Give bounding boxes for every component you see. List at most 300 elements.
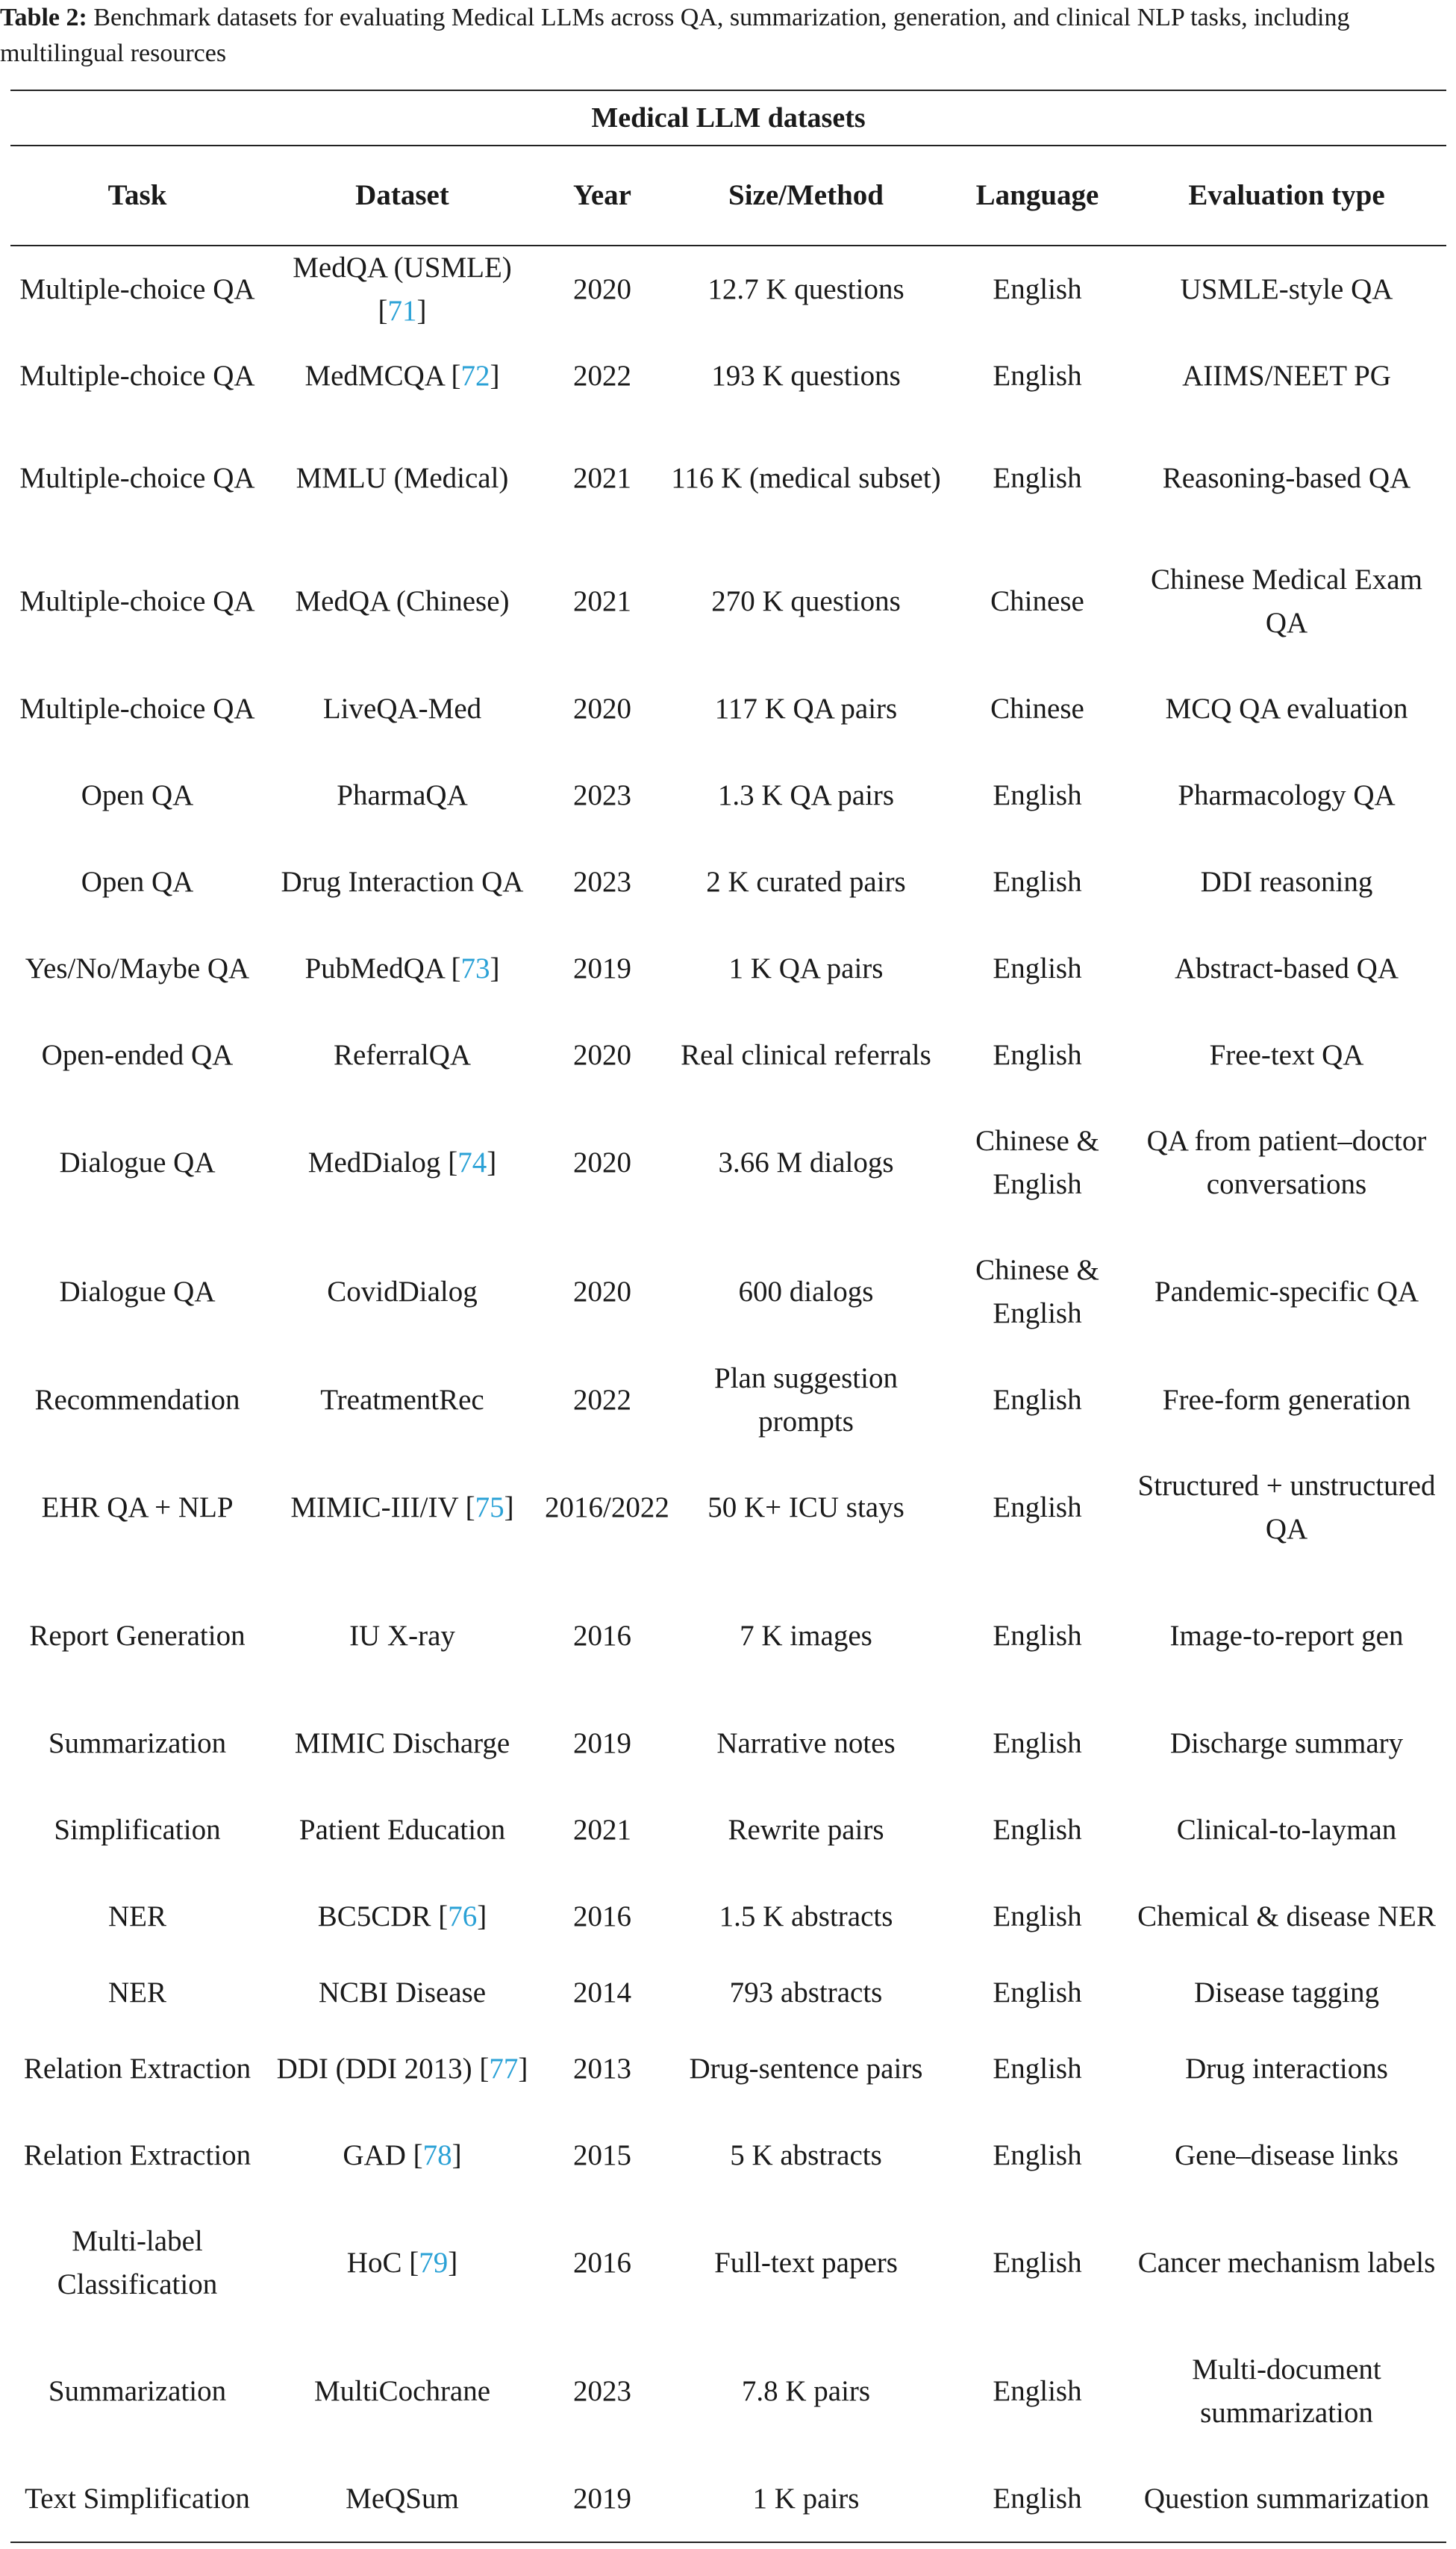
cell-size-text: Real clinical referrals [681,1039,931,1071]
cell-evaluation [1127,926,1446,1012]
cell-evaluation [1127,1357,1446,1444]
cell-dataset-text: MIMIC Discharge [294,1727,510,1759]
cell-evaluation [1127,2327,1446,2456]
table-row [10,1873,1446,1960]
cell-year-text: 2016 [573,1620,631,1652]
cell-size-text: 793 abstracts [729,1977,883,2009]
cell-year [540,2327,664,2456]
cell-evaluation-text: Chemical & disease NER [1137,1900,1436,1932]
cell-dataset [264,419,540,537]
cell-task [10,839,264,926]
cell-task [10,1572,264,1700]
cell-evaluation [1127,1700,1446,1787]
cell-year [540,1227,664,1357]
cell-size [664,1960,948,2026]
cell-year [540,2199,664,2327]
cell-language [948,2456,1127,2542]
cell-dataset-text: PubMedQA [304,952,444,985]
cell-size [664,537,948,666]
cell-evaluation [1127,2456,1446,2542]
cell-language-text: English [993,1384,1082,1416]
cell-task [10,1960,264,2026]
cell-evaluation [1127,2199,1446,2327]
cell-language-text: English [993,1039,1082,1071]
citation-link[interactable]: 77 [489,2053,519,2085]
cell-evaluation-text: Disease tagging [1193,1977,1379,2009]
cell-evaluation-text: Clinical-to-layman [1176,1814,1397,1846]
cell-evaluation-text: Reasoning-based QA [1162,462,1411,494]
cell-year-text: 2023 [573,779,631,811]
cell-dataset [264,1012,540,1099]
cell-size [664,666,948,752]
header-dataset: Dataset [264,146,540,246]
cell-year-text: 2020 [573,1146,631,1179]
cell-task-text: Relation Extraction [23,2053,251,2085]
header-task: Task [10,146,264,246]
cell-year [540,2026,664,2112]
cell-evaluation [1127,1099,1446,1227]
cell-size [664,1873,948,1960]
cell-language-text: English [993,952,1082,985]
cell-dataset: MedMCQA [72] [304,360,500,392]
cell-size-text: 1 K pairs [752,2482,860,2515]
header-size: Size/Method [664,146,948,246]
cell-year [540,926,664,1012]
cell-evaluation-text: Cancer mechanism labels [1137,2247,1436,2279]
cell-language [948,1099,1127,1227]
cell-evaluation [1127,1444,1446,1572]
cell-year [540,2456,664,2542]
cell-year [540,333,664,419]
cell-dataset-text: CovidDialog [327,1276,478,1308]
cell-size-text: 193 K questions [711,360,901,392]
citation-link[interactable]: 72 [460,360,490,392]
cell-task-text: Report Generation [29,1620,246,1652]
cell-language [948,2026,1127,2112]
cell-language [948,1227,1127,1357]
cell-task-text: NER [108,1900,166,1932]
cell-size [664,1700,948,1787]
cell-task-text: Open-ended QA [41,1039,234,1071]
table-row [10,926,1446,1012]
cell-evaluation-text: Pandemic-specific QA [1154,1276,1419,1308]
cell-year [540,246,664,333]
cell-dataset [264,839,540,926]
cell-size [664,2199,948,2327]
table-row [10,1572,1446,1700]
cell-year-text: 2020 [573,693,631,725]
cell-year-text: 2019 [573,1727,631,1759]
cell-language [948,537,1127,666]
cell-size [664,2456,948,2542]
cell-year [540,839,664,926]
cell-year-text: 2019 [573,952,631,985]
cell-size [664,333,948,419]
cell-language-text: Chinese & English [975,1125,1099,1200]
cell-language-text: English [993,1814,1082,1846]
cell-evaluation-text: Chinese Medical Exam QA [1151,564,1422,639]
cell-task-text: Relation Extraction [23,2139,251,2171]
table-row [10,1099,1446,1227]
table-title: Medical LLM datasets [591,102,866,134]
cell-size-text: 117 K QA pairs [714,693,898,725]
cell-evaluation-text: Question summarization [1143,2482,1430,2515]
cell-task [10,1787,264,1873]
table-row [10,1960,1446,2026]
cell-dataset [264,2456,540,2542]
cell-language [948,2327,1127,2456]
cell-task-text: Summarization [48,1727,227,1759]
cell-year-text: 2022 [573,360,631,392]
cell-year [540,1572,664,1700]
cell-evaluation-text: USMLE-style QA [1180,273,1393,305]
cell-language [948,926,1127,1012]
cell-dataset [264,752,540,839]
cell-year-text: 2014 [573,1977,631,2009]
cell-dataset-text: HoC [346,2247,402,2279]
cell-size [664,1572,948,1700]
cell-size-text: Full-text papers [714,2247,898,2279]
cell-dataset-text: Patient Education [299,1814,506,1846]
cell-task [10,926,264,1012]
cell-evaluation-text: Free-form generation [1162,1384,1411,1416]
cell-language-text: English [993,462,1082,494]
cell-language-text: English [993,273,1082,305]
cell-size-text: 116 K (medical subset) [671,462,941,494]
cell-evaluation [1127,1227,1446,1357]
cell-dataset: MedQA (USMLE) [71] [293,252,512,327]
cell-task-text: Open QA [81,866,194,898]
cell-year-text: 2016 [573,2247,631,2279]
cell-size [664,2327,948,2456]
header-year: Year [540,146,664,246]
cell-dataset [264,537,540,666]
cell-dataset-text: Drug Interaction QA [281,866,524,898]
cell-dataset: PubMedQA [73] [304,952,500,985]
table-row [10,333,1446,419]
cell-task [10,2199,264,2327]
cell-language-text: English [993,779,1082,811]
cell-language-text: English [993,2139,1082,2171]
cell-dataset-text: MedDialog [307,1146,441,1179]
cell-year-text: 2023 [573,866,631,898]
table-row [10,2112,1446,2199]
cell-year-text: 2016/2022 [545,1491,669,1523]
cell-evaluation [1127,1873,1446,1960]
table-caption [0,0,1456,72]
table-row [10,839,1446,926]
cell-size [664,1227,948,1357]
cell-evaluation [1127,1572,1446,1700]
cell-size-text: 7.8 K pairs [741,2375,871,2407]
cell-evaluation-text: Multi-document summarization [1192,2353,1381,2429]
table-row [10,2026,1446,2112]
table-body [10,246,1446,2542]
cell-language [948,333,1127,419]
cell-evaluation-text: Drug interactions [1185,2053,1388,2085]
cell-language-text: English [993,1491,1082,1523]
cell-year [540,1444,669,1572]
cell-dataset-text: IU X-ray [349,1620,455,1652]
cell-evaluation-text: Image-to-report gen [1169,1620,1404,1652]
cell-task-text: Dialogue QA [59,1276,216,1308]
cell-size-text: Rewrite pairs [728,1814,884,1846]
cell-evaluation [1127,246,1446,333]
cell-size [664,246,948,333]
cell-evaluation-text: AIIMS/NEET PG [1182,360,1391,392]
cell-task [10,1444,264,1572]
cell-language [948,839,1127,926]
cell-task-text: Multiple-choice QA [19,462,255,494]
cell-dataset [264,1357,540,1444]
cell-language-text: Chinese [990,693,1084,725]
cell-task [10,333,264,419]
cell-language-text: Chinese & English [975,1254,1099,1329]
cell-dataset-text: ReferralQA [333,1039,472,1071]
cell-size-text: Plan suggestion prompts [714,1362,898,1438]
citation-link[interactable]: 73 [460,952,490,985]
cell-task [10,1012,264,1099]
cell-task-text: Multiple-choice QA [19,273,255,305]
cell-size [664,1444,948,1572]
cell-size-text: 7 K images [740,1620,872,1652]
cell-year [540,537,664,666]
table-row [10,1357,1446,1444]
citation-link[interactable]: 74 [457,1146,487,1179]
cell-task [10,537,264,666]
cell-task-text: Multiple-choice QA [19,585,255,617]
cell-size-text: 12.7 K questions [707,273,904,305]
cell-year [540,1873,664,1960]
citation-link[interactable]: 75 [475,1491,504,1523]
cell-evaluation [1127,1787,1446,1873]
cell-dataset-text: MIMIC-III/IV [290,1491,458,1523]
cell-language [948,1012,1127,1099]
cell-language-text: English [993,2053,1082,2085]
cell-evaluation-text: Free-text QA [1209,1039,1364,1071]
cell-evaluation-text: Discharge summary [1169,1727,1404,1759]
cell-dataset-text: TreatmentRec [320,1384,484,1416]
cell-year-text: 2013 [573,2053,631,2085]
cell-size-text: 2 K curated pairs [706,866,906,898]
table-row [10,666,1446,752]
cell-size-text: 1 K QA pairs [728,952,884,985]
cell-language-text: English [993,1620,1082,1652]
cell-dataset-text: GAD [343,2139,406,2171]
cell-task [10,1357,264,1444]
cell-task [10,2026,264,2112]
table-row [10,2327,1446,2456]
cell-evaluation [1127,2112,1446,2199]
cell-year-text: 2020 [573,273,631,305]
cell-dataset: DDI (DDI 2013) [77] [276,2053,528,2085]
citation-link[interactable]: 71 [387,295,417,327]
cell-size-text: 1.5 K abstracts [719,1900,893,1932]
cell-year [540,752,664,839]
cell-language [948,2112,1127,2199]
cell-size-text: Narrative notes [716,1727,896,1759]
cell-language [948,246,1127,333]
cell-language-text: English [993,1977,1082,2009]
table-row [10,246,1446,333]
cell-dataset: MIMIC-III/IV [75] [290,1491,514,1523]
datasets-table [10,90,1446,2543]
cell-year [540,1099,664,1227]
table-row [10,1700,1446,1787]
cell-language-text: English [993,866,1082,898]
citation-link[interactable]: 76 [448,1900,478,1932]
cell-task [10,2456,264,2542]
cell-dataset: HoC [79] [346,2247,458,2279]
cell-size-text: Drug-sentence pairs [689,2053,923,2085]
cell-dataset-text: LiveQA-Med [322,693,482,725]
cell-year-text: 2015 [573,2139,631,2171]
cell-task-text: EHR QA + NLP [41,1491,234,1523]
cell-task-text: Open QA [81,779,194,811]
cell-dataset-text: MeQSum [346,2482,459,2515]
cell-language [948,1873,1127,1960]
cell-evaluation [1127,1012,1446,1099]
cell-task [10,1700,264,1787]
table-row [10,752,1446,839]
cell-language-text: Chinese [990,585,1084,617]
cell-size-text: 5 K abstracts [730,2139,882,2171]
cell-language [948,1572,1127,1700]
cell-language [948,1700,1127,1787]
cell-evaluation [1127,419,1446,537]
cell-year-text: 2020 [573,1276,631,1308]
cell-year [540,419,664,537]
cell-year [540,1012,664,1099]
cell-size [664,752,948,839]
cell-language-text: English [993,2375,1082,2407]
cell-year-text: 2021 [573,462,631,494]
cell-size-text: 3.66 M dialogs [718,1146,894,1179]
cell-evaluation-text: Pharmacology QA [1178,779,1396,811]
cell-evaluation-text: DDI reasoning [1200,866,1373,898]
cell-dataset [264,1700,540,1787]
header-row [10,146,1446,246]
cell-task-text: NER [108,1977,166,2009]
cell-task-text: Simplification [54,1814,221,1846]
cell-year-text: 2023 [573,2375,631,2407]
cell-task [10,1873,264,1960]
cell-year-text: 2021 [573,585,631,617]
cell-language-text: English [993,1727,1082,1759]
cell-dataset [264,1227,540,1357]
cell-evaluation [1127,333,1446,419]
cell-dataset-text: MedMCQA [304,360,444,392]
table-row [10,2456,1446,2542]
cell-task [10,752,264,839]
cell-year [540,666,664,752]
cell-task-text: Yes/No/Maybe QA [25,952,250,985]
cell-task [10,1099,264,1227]
cell-year-text: 2019 [573,2482,631,2515]
cell-evaluation [1127,2026,1446,2112]
cell-size-text: 600 dialogs [738,1276,874,1308]
table-row [10,537,1446,666]
cell-task [10,1227,264,1357]
cell-size [664,926,948,1012]
cell-dataset-text: DDI (DDI 2013) [276,2053,472,2085]
table-row [10,1787,1446,1873]
table-row [10,1012,1446,1099]
cell-task-text: Multiple-choice QA [19,360,255,392]
cell-dataset [264,1787,540,1873]
cell-task-text: Dialogue QA [59,1146,216,1179]
cell-task [10,246,264,333]
cell-language [948,1357,1127,1444]
cell-dataset-text: NCBI Disease [318,1977,487,2009]
header-language: Language [948,146,1127,246]
cell-evaluation-text: MCQ QA evaluation [1165,693,1408,725]
cell-evaluation [1127,752,1446,839]
cell-evaluation [1127,666,1446,752]
cell-task-text: Multiple-choice QA [19,693,255,725]
cell-language [948,752,1127,839]
cell-year [540,1700,664,1787]
cell-language-text: English [993,360,1082,392]
cell-year [540,1357,664,1444]
cell-dataset-text: MultiCochrane [313,2375,491,2407]
cell-year-text: 2022 [573,1384,631,1416]
cell-evaluation-text: QA from patient–doctor conversations [1146,1125,1427,1200]
cell-dataset-text: MMLU (Medical) [296,462,509,494]
cell-size [664,2112,948,2199]
cell-size-text: 50 K+ ICU stays [707,1491,904,1523]
cell-language-text: English [993,2247,1082,2279]
cell-dataset: GAD [78] [343,2139,462,2171]
cell-task-text: Multi-label Classification [57,2225,218,2300]
cell-language [948,2199,1127,2327]
cell-size [664,1012,948,1099]
cell-size-text: 270 K questions [711,585,901,617]
cell-dataset: BC5CDR [76] [317,1900,487,1932]
cell-size [664,1357,948,1444]
cell-dataset [264,666,540,752]
table-row [10,419,1446,537]
cell-evaluation-text: Structured + unstructured QA [1137,1470,1436,1545]
cell-evaluation [1127,839,1446,926]
table-row [10,1227,1446,1357]
cell-task [10,419,264,537]
cell-dataset [264,1960,540,2026]
cell-language-text: English [993,1900,1082,1932]
cell-language [948,419,1127,537]
cell-language [948,1444,1127,1572]
cell-language [948,666,1127,752]
cell-dataset-text: MedQA (USMLE) [293,252,512,284]
cell-task-text: Recommendation [34,1384,240,1416]
cell-year-text: 2016 [573,1900,631,1932]
cell-task [10,666,264,752]
cell-size [664,839,948,926]
cell-dataset: MedDialog [74] [307,1146,497,1179]
caption-text: Benchmark datasets for evaluating Medical LLMs across QA, summarization, generation, and clinical NLP tasks, including multilingual resources [0,4,1350,67]
cell-dataset [264,2327,540,2456]
citation-link[interactable]: 79 [419,2247,449,2279]
cell-task [10,2327,264,2456]
cell-size-text: 1.3 K QA pairs [717,779,895,811]
cell-year [540,2112,664,2199]
cell-task-text: Summarization [48,2375,227,2407]
caption-label: Table 2: [0,4,87,31]
cell-language-text: English [993,2482,1082,2515]
citation-link[interactable]: 78 [422,2139,452,2171]
cell-year-text: 2020 [573,1039,631,1071]
cell-language [948,1960,1127,2026]
